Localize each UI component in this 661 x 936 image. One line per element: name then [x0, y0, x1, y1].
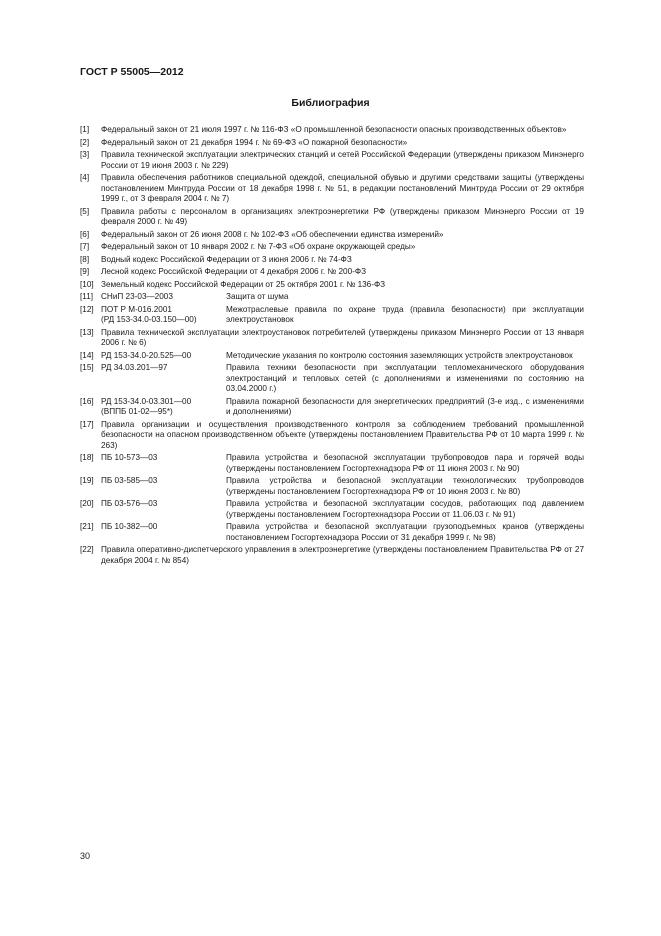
- entry-number: [3]: [80, 150, 90, 159]
- entry-number: [7]: [80, 242, 90, 251]
- entry-number: [22]: [80, 545, 94, 554]
- entry-number: [6]: [80, 229, 90, 239]
- entry-code: ПБ 10-573—03: [101, 453, 158, 462]
- entry-text: Федеральный закон от 21 декабря 1994 г. № 69-ФЗ «О пожарной безопасности»: [101, 137, 408, 147]
- page-number: 30: [80, 851, 91, 861]
- bibliography-entry: [80, 125, 584, 136]
- entry-text: Методические указания по контролю состояния заземляющих устройств электроустановок: [226, 350, 573, 360]
- entry-code: ПОТ Р М-016.2001 (РД 153-34.0-03.150—00): [101, 304, 197, 324]
- entry-number: [1]: [80, 125, 90, 134]
- bibliography-entry: [80, 420, 584, 452]
- entry-text: Земельный кодекс Российской Федерации от 25 октября 2001 г. № 136-ФЗ: [101, 279, 386, 289]
- bibliography-entry: [80, 363, 584, 395]
- entry-number: [19]: [80, 476, 94, 485]
- entry-number: [18]: [80, 453, 94, 462]
- entry-text: Правила оперативно-диспетчерского управления в электроэнергетике (утверждены постановлением Правительства РФ от 27 декабря 2004 г. № 854): [101, 545, 584, 565]
- bibliography-entry: [80, 522, 584, 543]
- bibliography-entry: [80, 150, 584, 171]
- entry-text: Правила работы с персоналом в организациях электроэнергетики РФ (утверждены приказом Минэнерго России от 19 февраля 2000 г. № 49): [101, 206, 584, 226]
- entry-code: ПБ 03-576—03: [101, 499, 158, 508]
- entry-text: Межотраслевые правила по охране труда (правила безопасности) при эксплуатации электроустановок: [226, 304, 584, 324]
- bibliography-entry: [80, 280, 584, 291]
- entry-code: СНиП 23-03—2003: [101, 292, 173, 301]
- bibliography-entry: [80, 305, 584, 326]
- bibliography-entry: [80, 476, 584, 497]
- entry-code: РД 153-34.0-03.301—00 (ВППБ 01-02—95*): [101, 396, 192, 416]
- bibliography-entry: [80, 230, 584, 241]
- entry-text: Правила технической эксплуатации электроустановок потребителей (утверждены приказом Минэнерго России от 13 января 2006 г. № 6): [101, 327, 584, 347]
- entry-text: Правила устройства и безопасной эксплуатации сосудов, работающих под давлением (утверждены постановлением Госгортехнадзора России от 11.06.03 г. № 91): [226, 499, 584, 519]
- entry-code: ПБ 03-585—03: [101, 476, 158, 485]
- entry-number: [12]: [80, 304, 94, 314]
- entry-text: Правила устройства и безопасной эксплуатации технологических трубопроводов (утверждены постановлением Госгортехнадзора РФ от 10 июня 2003 г. № 80): [226, 476, 584, 496]
- bibliography-entry: [80, 255, 584, 266]
- entry-text: Правила организации и осуществления производственного контроля за соблюдением требований промышленной безопасности на опасном производственном объекте (утверждены постановлением Правительства РФ от 10 марта 1999 г. № 263): [101, 419, 584, 450]
- entry-text: Защита от шума: [226, 292, 289, 301]
- bibliography-entry: [80, 328, 584, 349]
- entry-number: [13]: [80, 327, 94, 337]
- entry-code: РД 153-34.0-20.525—00: [101, 350, 192, 360]
- entry-number: [14]: [80, 350, 94, 360]
- bibliography-title: Библиография: [291, 97, 370, 109]
- entry-number: [11]: [80, 292, 94, 301]
- entry-text: Правила устройства и безопасной эксплуатации трубопроводов пара и горячей воды (утверждены постановлением Госгортехнадзора РФ от 11 июня 2003 г. № 90): [226, 453, 584, 473]
- entry-number: [16]: [80, 396, 94, 406]
- bibliography-entry: [80, 545, 584, 566]
- bibliography-entry: [80, 397, 584, 418]
- entry-number: [20]: [80, 499, 94, 508]
- entry-number: [4]: [80, 173, 90, 182]
- entry-text: Правила техники безопасности при эксплуатации тепломеханического оборудования электростанций и тепловых сетей (с дополнениями и изменениями по состоянию на 03.04.2000 г.): [226, 363, 584, 393]
- entry-number: [5]: [80, 206, 90, 216]
- entry-text: Правила пожарной безопасности для энергетических предприятий (3-е изд., с изменениями и дополнениями): [226, 396, 584, 416]
- bibliography-entry: [80, 499, 584, 520]
- entry-number: [8]: [80, 254, 90, 264]
- entry-text: Правила технической эксплуатации электрических станций и сетей Российской Федерации (утверждены приказом Минэнерго России от 19 июня 2003 г. № 229): [101, 150, 584, 170]
- entry-number: [10]: [80, 279, 94, 289]
- entry-number: [15]: [80, 363, 94, 372]
- entry-text: Федеральный закон от 21 июля 1997 г. № 116-ФЗ «О промышленной безопасности опасных производственных объектов»: [101, 125, 567, 134]
- bibliography-entry: [80, 351, 584, 362]
- bibliography-entry: [80, 292, 584, 303]
- bibliography-list: [80, 125, 584, 568]
- bibliography-entry: [80, 173, 584, 205]
- entry-number: [21]: [80, 522, 94, 531]
- entry-code: ПБ 10-382—00: [101, 522, 158, 531]
- bibliography-entry: [80, 207, 584, 228]
- entry-text: Лесной кодекс Российской Федерации от 4 декабря 2006 г. № 200-ФЗ: [101, 267, 367, 276]
- entry-number: [2]: [80, 137, 90, 147]
- entry-text: Правила устройства и безопасной эксплуатации грузоподъемных кранов (утверждены постановлением Госгортехнадзора России от 31 декабря 1999 г. № 98): [226, 522, 584, 542]
- entry-code: РД 34.03.201—97: [101, 363, 168, 372]
- entry-text: Федеральный закон от 26 июня 2008 г. № 102-ФЗ «Об обеспечении единства измерений»: [101, 229, 444, 239]
- entry-number: [17]: [80, 419, 94, 429]
- entry-number: [9]: [80, 267, 90, 276]
- bibliography-entry: [80, 453, 584, 474]
- bibliography-entry: [80, 138, 584, 149]
- bibliography-entry: [80, 267, 584, 278]
- entry-text: Федеральный закон от 10 января 2002 г. № 7-ФЗ «Об охране окружающей среды»: [101, 242, 416, 251]
- document-code: ГОСТ Р 55005—2012: [80, 66, 184, 78]
- bibliography-entry: [80, 242, 584, 253]
- entry-text: Водный кодекс Российской Федерации от 3 июня 2006 г. № 74-ФЗ: [101, 254, 352, 264]
- entry-text: Правила обеспечения работников специальной одеждой, специальной обувью и другими средствами защиты (утверждены постановлением Минтруда России от 18 декабря 1998 г. № 51, в редакции постановлений Минтруда России от 29 октября 1999 г., от 3 февраля 2004 г. № 7): [101, 173, 584, 203]
